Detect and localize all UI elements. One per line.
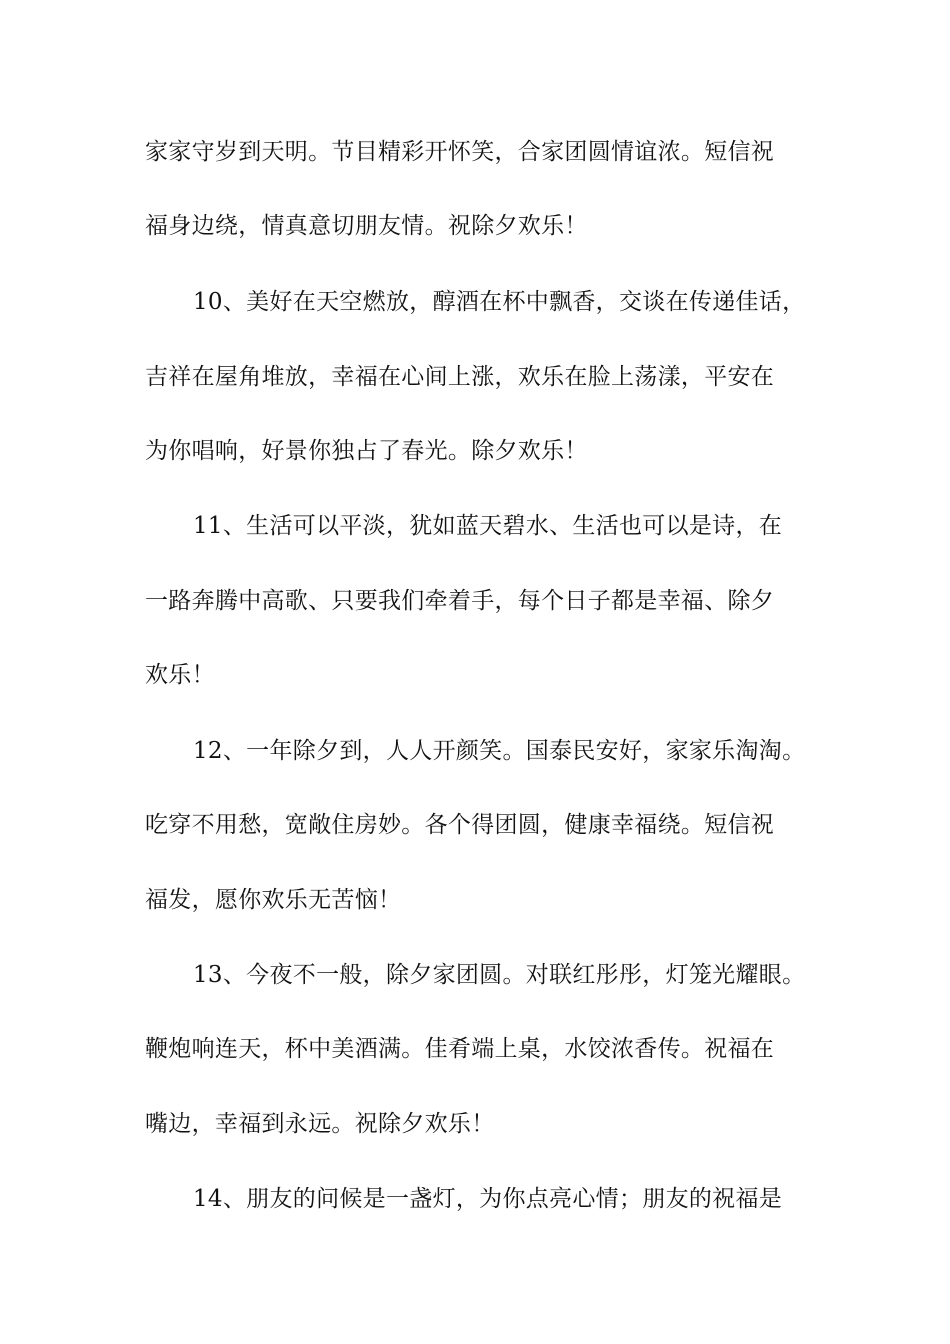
paragraph-start-11: 11、生活可以平淡，犹如蓝天碧水、生活也可以是诗，在: [193, 513, 783, 539]
paragraph-start-13: 13、今夜不一般，除夕家团圆。对联红彤彤，灯笼光耀眼。: [193, 962, 806, 988]
paragraph-start-14: 14、朋友的问候是一盏灯，为你点亮心情；朋友的祝福是: [193, 1186, 783, 1212]
text-line: 一路奔腾中高歌、只要我们牵着手，每个日子都是幸福、除夕: [145, 588, 775, 614]
text-line: 欢乐！: [145, 662, 215, 688]
text-line: 鞭炮响连天，杯中美酒满。佳肴端上桌，水饺浓香传。祝福在: [145, 1036, 775, 1062]
text-line: 福发，愿你欢乐无苦恼！: [145, 887, 402, 913]
text-line: 家家守岁到天明。节目精彩开怀笑，合家团圆情谊浓。短信祝: [145, 139, 775, 165]
paragraph-start-12: 12、一年除夕到，人人开颜笑。国泰民安好，家家乐淘淘。: [193, 738, 806, 764]
text-line: 福身边绕，情真意切朋友情。祝除夕欢乐！: [145, 213, 588, 239]
text-line: 为你唱响，好景你独占了春光。除夕欢乐！: [145, 438, 588, 464]
paragraph-start-10: 10、美好在天空燃放，醇酒在杯中飘香，交谈在传递佳话，: [193, 289, 806, 315]
text-line: 吉祥在屋角堆放，幸福在心间上涨，欢乐在脸上荡漾，平安在: [145, 364, 775, 390]
text-line: 吃穿不用愁，宽敞住房妙。各个得团圆，健康幸福绕。短信祝: [145, 812, 775, 838]
text-line: 嘴边，幸福到永远。祝除夕欢乐！: [145, 1111, 495, 1137]
